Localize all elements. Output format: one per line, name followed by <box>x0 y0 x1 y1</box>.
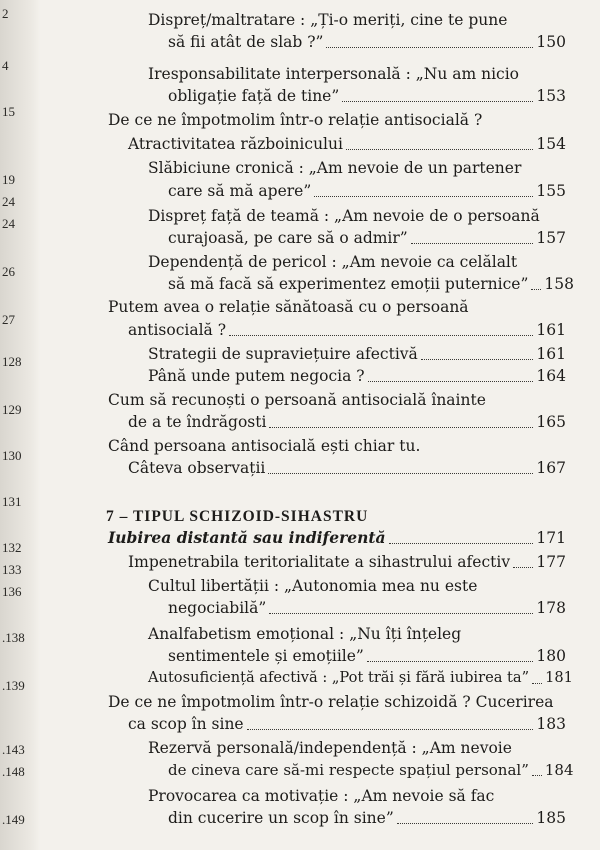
toc-entry-text: care să mă apere” <box>168 182 312 200</box>
gutter-number: .149 <box>2 812 25 827</box>
dot-leader <box>421 359 534 360</box>
toc-entry[interactable] <box>128 134 566 154</box>
toc-entry[interactable] <box>168 598 566 618</box>
chapter-heading: 7 – TIPUL SCHIZOID-SIHASTRU <box>106 508 369 525</box>
toc-entry-text: curajoasă, pe care să o admir” <box>168 229 408 247</box>
gutter-number: .139 <box>2 678 25 693</box>
gutter-number: 136 <box>2 584 22 599</box>
toc-entry-text: Dispreț/maltratare : „Ți-o meriți, cine te pune <box>148 11 508 29</box>
toc-entry-text: Când persoana antisocială ești chiar tu. <box>108 437 421 455</box>
toc-entry[interactable] <box>168 760 574 780</box>
toc-entry-text: Cum să recunoști o persoană antisocială înainte <box>108 391 486 409</box>
page-number: 183 <box>536 715 566 733</box>
dot-leader <box>397 823 534 824</box>
toc-entry-text: Rezervă personală/independență : „Am nevoie <box>148 739 512 757</box>
toc-entry-text: Impenetrabila teritorialitate a sihastrului afectiv <box>128 553 511 571</box>
toc-entry[interactable] <box>148 344 566 364</box>
gutter-number: 128 <box>2 354 22 369</box>
toc-entry-text: Dispreț față de teamă : „Am nevoie de o persoană <box>148 207 540 225</box>
dot-leader <box>346 149 533 150</box>
toc-entry-text: să mă facă să experimentez emoții puternice” <box>168 275 529 293</box>
dot-leader <box>269 613 533 614</box>
page-number: 153 <box>536 87 566 105</box>
page-number: 161 <box>536 345 566 363</box>
dot-leader <box>532 683 542 684</box>
toc-entry-text: Până unde putem negocia ? <box>148 367 365 385</box>
toc-entry-text: de cineva care să-mi respecte spațiul personal” <box>168 761 529 779</box>
dot-leader <box>269 427 533 428</box>
page-number: 150 <box>536 33 566 51</box>
dot-leader <box>268 473 533 474</box>
toc-entry-text: antisocială ? <box>128 321 227 339</box>
toc-entry-text: Autosuficiență afectivă : „Pot trăi și fără iubirea ta” <box>148 669 530 686</box>
toc-entry[interactable] <box>128 412 566 432</box>
page-number: 165 <box>536 413 566 431</box>
toc-entry-text: de a te îndrăgosti <box>128 413 267 431</box>
toc-entry-text: din cucerire un scop în sine” <box>168 809 394 827</box>
page-number: 167 <box>536 459 566 477</box>
toc-entry[interactable] <box>168 32 566 52</box>
toc-entry[interactable] <box>148 366 566 386</box>
toc-entry-text: negociabilă” <box>168 599 267 617</box>
toc-entry[interactable] <box>108 528 566 548</box>
gutter-number: 133 <box>2 562 22 577</box>
page-number: 177 <box>536 553 566 571</box>
toc-entry-text: să fii atât de slab ?” <box>168 33 324 51</box>
toc-entry-text: Iresponsabilitate interpersonală : „Nu am nicio <box>148 65 520 83</box>
page-number: 155 <box>536 182 566 200</box>
dot-leader <box>229 335 533 336</box>
page-number: 181 <box>545 669 573 686</box>
gutter-number: 131 <box>2 494 22 509</box>
toc-section-heading: De ce ne împotmolim într-o relație antisocială ? <box>108 111 483 129</box>
gutter-number: 2 <box>2 6 9 21</box>
gutter-number: 19 <box>2 172 15 187</box>
gutter-number: 132 <box>2 540 22 555</box>
toc-entry-text: Strategii de supraviețuire afectivă <box>148 345 418 363</box>
dot-leader <box>367 661 534 662</box>
dot-leader <box>314 196 533 197</box>
toc-entry[interactable] <box>168 274 574 294</box>
toc-entry[interactable] <box>128 458 566 478</box>
toc-entry-text: Atractivitatea războinicului <box>128 135 343 153</box>
dot-leader <box>368 381 534 382</box>
gutter-number: 130 <box>2 448 22 463</box>
dot-leader <box>389 543 534 544</box>
gutter-number: 27 <box>2 312 15 327</box>
toc-entry[interactable] <box>128 552 566 572</box>
page-number: 161 <box>536 321 566 339</box>
gutter-number: 15 <box>2 104 15 119</box>
toc-entry[interactable] <box>168 181 566 201</box>
toc-entry-text: Analfabetism emoțional : „Nu îți înțeleg <box>148 625 462 643</box>
page-number: 178 <box>536 599 566 617</box>
dot-leader <box>532 775 542 776</box>
page-number: 157 <box>536 229 566 247</box>
gutter-number: 24 <box>2 194 15 209</box>
toc-entry-text: De ce ne împotmolim într-o relație schizoidă ? Cucerirea <box>108 693 554 711</box>
dot-leader <box>411 243 534 244</box>
toc-entry-text: sentimentele și emoțiile” <box>168 647 364 665</box>
toc-entry[interactable] <box>168 808 566 828</box>
toc-entry[interactable] <box>168 86 566 106</box>
toc-entry-text: Iubirea distantă sau indiferentă <box>108 528 386 547</box>
toc-entry[interactable] <box>168 646 566 666</box>
gutter-number: 26 <box>2 264 15 279</box>
gutter-number: .138 <box>2 630 25 645</box>
toc-entry-text: obligație față de tine” <box>168 87 340 105</box>
page-number: 158 <box>544 275 574 293</box>
toc-entry[interactable] <box>148 668 573 688</box>
toc-entry-text: Dependență de pericol : „Am nevoie ca celălalt <box>148 253 518 271</box>
dot-leader <box>513 567 533 568</box>
toc-entry[interactable] <box>128 320 566 340</box>
gutter-number: .143 <box>2 742 25 757</box>
toc-entry-text: Provocarea ca motivație : „Am nevoie să fac <box>148 787 495 805</box>
dot-leader <box>326 47 533 48</box>
dot-leader <box>531 289 541 290</box>
page-number: 154 <box>536 135 566 153</box>
toc-entry-text: Putem avea o relație sănătoasă cu o persoană <box>108 298 469 316</box>
gutter-number: 24 <box>2 216 15 231</box>
dot-leader <box>247 729 534 730</box>
gutter-number: 4 <box>2 58 9 73</box>
toc-entry-text: Cultul libertății : „Autonomia mea nu este <box>148 577 478 595</box>
toc-entry-text: Câteva observații <box>128 459 266 477</box>
gutter-number: 129 <box>2 402 22 417</box>
dot-leader <box>342 101 533 102</box>
previous-page-edge <box>0 0 40 850</box>
gutter-number: .148 <box>2 764 25 779</box>
toc-entry-text: ca scop în sine <box>128 715 244 733</box>
page-number: 184 <box>544 761 574 779</box>
page-number: 185 <box>536 809 566 827</box>
page-number: 180 <box>536 647 566 665</box>
toc-entry-text: Slăbiciune cronică : „Am nevoie de un partener <box>148 159 522 177</box>
toc-entry[interactable] <box>168 228 566 248</box>
page-number: 164 <box>536 367 566 385</box>
toc-entry[interactable] <box>128 714 566 734</box>
page-number: 171 <box>536 529 566 547</box>
